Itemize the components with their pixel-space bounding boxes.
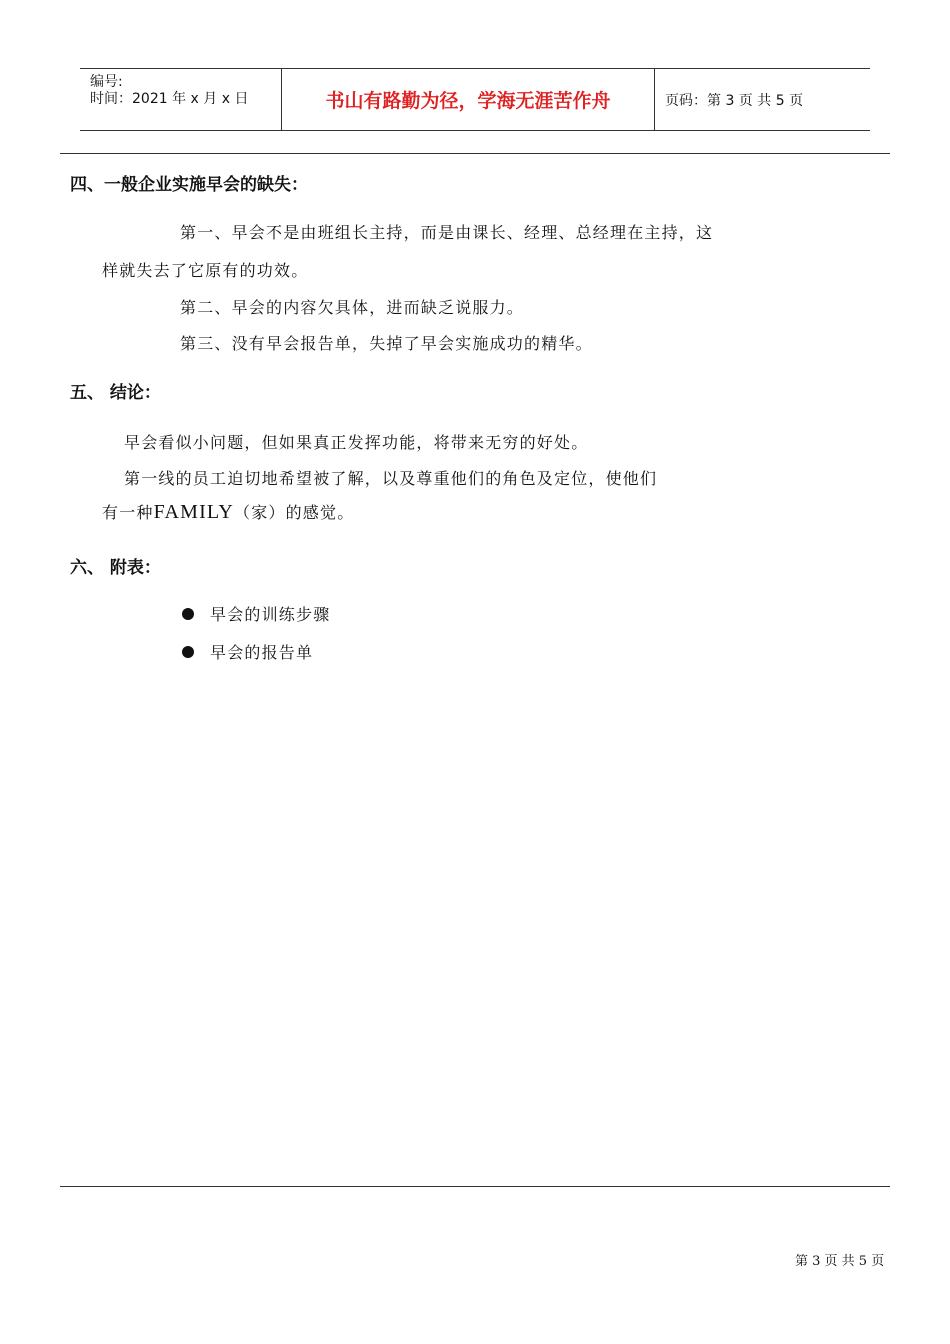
section-four-heading: 四、一般企业实施早会的缺失：	[70, 175, 308, 195]
section-five-p2-line1: 第一线的员工迫切地希望被了解，以及尊重他们的角色及定位，使他们	[124, 469, 658, 488]
section-six-heading: 六、 附表：	[70, 558, 161, 578]
header-page-cell	[655, 69, 870, 130]
header-table	[80, 68, 870, 131]
family-word: FAMILY	[153, 501, 234, 523]
top-divider	[60, 153, 890, 154]
bottom-divider	[60, 1186, 890, 1187]
family-text-suffix: （家）的感觉。	[234, 503, 355, 522]
header-motto-cell	[282, 69, 655, 130]
section-five-p2-line2	[102, 500, 354, 524]
appendix-list-item	[182, 602, 330, 625]
section-four-p1-line2: 样就失去了它原有的功效。	[102, 261, 309, 280]
family-text-prefix: 有一种	[102, 503, 154, 522]
header-info-cell	[80, 69, 282, 130]
footer-page-number: 第 3 页 共 5 页	[795, 1254, 885, 1269]
bullet-icon	[182, 646, 194, 658]
header-page-label: 页码：第 3 页 共 5 页	[665, 92, 804, 109]
appendix-item-label: 早会的训练步骤	[210, 605, 331, 624]
date-label: 时间：2021 年 x 月 x 日	[90, 91, 249, 107]
appendix-item-label: 早会的报告单	[210, 643, 314, 662]
bullet-icon	[182, 608, 194, 620]
section-five-p1: 早会看似小问题，但如果真正发挥功能，将带来无穷的好处。	[124, 433, 589, 452]
appendix-list-item	[182, 640, 313, 663]
section-five-heading: 五、 结论：	[70, 383, 161, 403]
serial-number-label: 编号:	[90, 74, 123, 90]
section-four-p3: 第三、没有早会报告单，失掉了早会实施成功的精华。	[180, 334, 593, 353]
section-four-p2: 第二、早会的内容欠具体，进而缺乏说服力。	[180, 298, 525, 317]
section-four-p1-line1: 第一、早会不是由班组长主持，而是由课长、经理、总经理在主持，这	[180, 223, 714, 242]
motto-text: 书山有路勤为径，学海无涯苦作舟	[325, 90, 611, 112]
